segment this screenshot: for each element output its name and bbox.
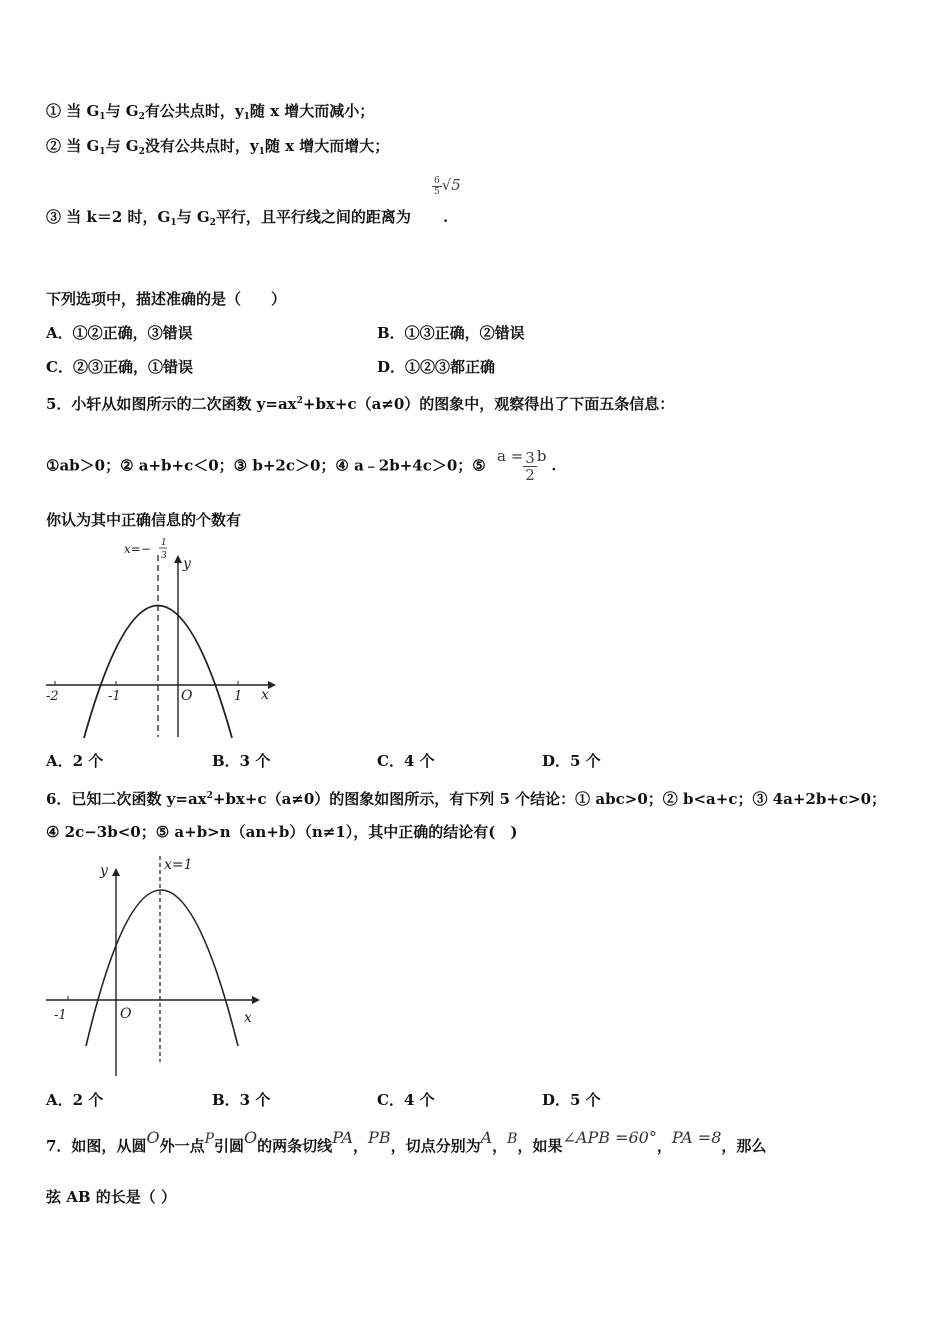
symmetry-num: 1 — [161, 538, 167, 548]
statement-3: ③ 当 k＝2 时，$G_1$与 $G_2$平行，且平行线之间的距离为 . — [46, 208, 449, 228]
q5-stem: 5．小轩从如图所示的二次函数 $y=ax^2+bx+c(a\ne 0)$的图象中，观察得出了下面五条信息： — [46, 395, 675, 413]
q5-prompt: 你认为其中正确信息的个数有 — [46, 511, 242, 529]
q4-option-d[interactable]: D．①②③都正确 — [377, 358, 496, 376]
q6-option-c[interactable]: C．4 个 — [377, 1091, 435, 1109]
q5-facts: ①ab＞0；② a+b+c＜0；③ b+2c＞0；④ a﹣2b+4c＞0；⑤ a = $\frac{3}{2}$ b . — [46, 446, 557, 484]
q6-stem-line2: ④ 2c−3b<0；⑤ a+b>n（an+b）（n≠1），其中正确的结论有( ) — [46, 823, 518, 841]
q5-option-c[interactable]: C．4 个 — [377, 752, 435, 770]
x-axis-arrow — [268, 681, 276, 689]
tick-label-neg1: -1 — [54, 1008, 67, 1023]
symmetry-label: x=1 — [164, 857, 193, 873]
q6-option-b[interactable]: B．3 个 — [212, 1091, 271, 1109]
y-label: y — [100, 863, 108, 879]
origin-label: O — [120, 1006, 132, 1022]
x-axis-arrow — [252, 996, 260, 1004]
x-label: x — [261, 687, 269, 703]
q4-option-b[interactable]: B．①③正确，②错误 — [377, 324, 525, 342]
origin-label: O — [181, 688, 193, 704]
q5-option-b[interactable]: B．3 个 — [212, 752, 271, 770]
symmetry-den: 3 — [161, 551, 167, 561]
statement-2: ② 当 $G_1$与 $G_2$没有公共点时，$y_1$随 x 增大而增大； — [46, 137, 390, 157]
q7-stem-line2: 弦 AB 的长是（ ） — [46, 1188, 176, 1206]
symmetry-label: x=− — [124, 542, 151, 556]
q6-option-a[interactable]: A．2 个 — [46, 1091, 104, 1109]
q6-parabola-graph — [40, 852, 270, 1080]
q4-option-a[interactable]: A．①②正确，③错误 — [46, 324, 193, 342]
tick-label-neg2: -2 — [46, 689, 59, 704]
x-label: x — [244, 1010, 252, 1026]
q5-parabola-graph — [40, 535, 280, 740]
q6-stem-line1: 6．已知二次函数 $y=ax^2+bx+c(a\ne 0)$的图象如图所示，有下列 5 个结论：① abc>0；② b<a+c；③ 4a+2b+c>0； — [46, 790, 887, 808]
tick-label-1: 1 — [234, 689, 243, 704]
y-axis-arrow — [112, 868, 120, 876]
q5-option-d[interactable]: D．5 个 — [542, 752, 601, 770]
q4-option-c[interactable]: C．②③正确，①错误 — [46, 358, 193, 376]
statement-1: ① 当 $G_1$与 $G_2$有公共点时，$y_1$随 x 增大而减小； — [46, 102, 375, 122]
distance-formula-image: $\frac{6}{5}$ √5 — [434, 176, 461, 197]
fact5-formula: a = $\frac{3}{2}$ b — [496, 446, 547, 484]
q5-option-a[interactable]: A．2 个 — [46, 752, 104, 770]
tick-label-neg1: -1 — [108, 689, 121, 704]
y-axis-arrow — [174, 555, 182, 563]
q6-option-d[interactable]: D．5 个 — [542, 1091, 601, 1109]
q7-stem-line1: 7．如图，从圆O外一点P引圆O的两条切线PA，PB，切点分别为A，B，如果∠APB =60°，PA =8，那么 — [46, 1128, 767, 1155]
y-label: y — [183, 556, 191, 572]
q4-prompt: 下列选项中，描述准确的是（ ） — [46, 290, 287, 308]
parabola-curve — [86, 890, 238, 1046]
